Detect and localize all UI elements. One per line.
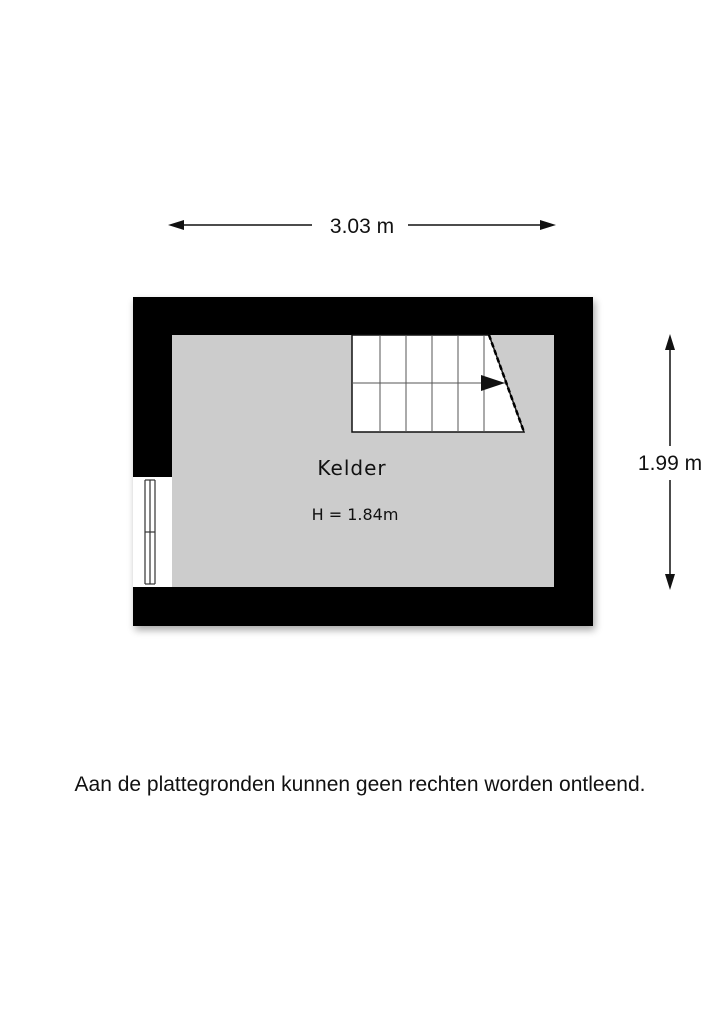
arrow-right-icon (540, 220, 556, 230)
arrow-down-icon (665, 574, 675, 590)
height-dimension (638, 334, 702, 590)
width-label: 3.03 m (329, 215, 395, 238)
window (133, 477, 172, 587)
room-name: Kelder (317, 456, 387, 480)
arrow-left-icon (168, 220, 184, 230)
width-dimension (168, 215, 556, 238)
disclaimer: Aan de plattegronden kunnen geen rechten worden ontleend. (74, 773, 646, 796)
arrow-up-icon (665, 334, 675, 350)
room-height: H = 1.84m (311, 505, 399, 524)
height-label: 1.99 m (637, 452, 703, 475)
